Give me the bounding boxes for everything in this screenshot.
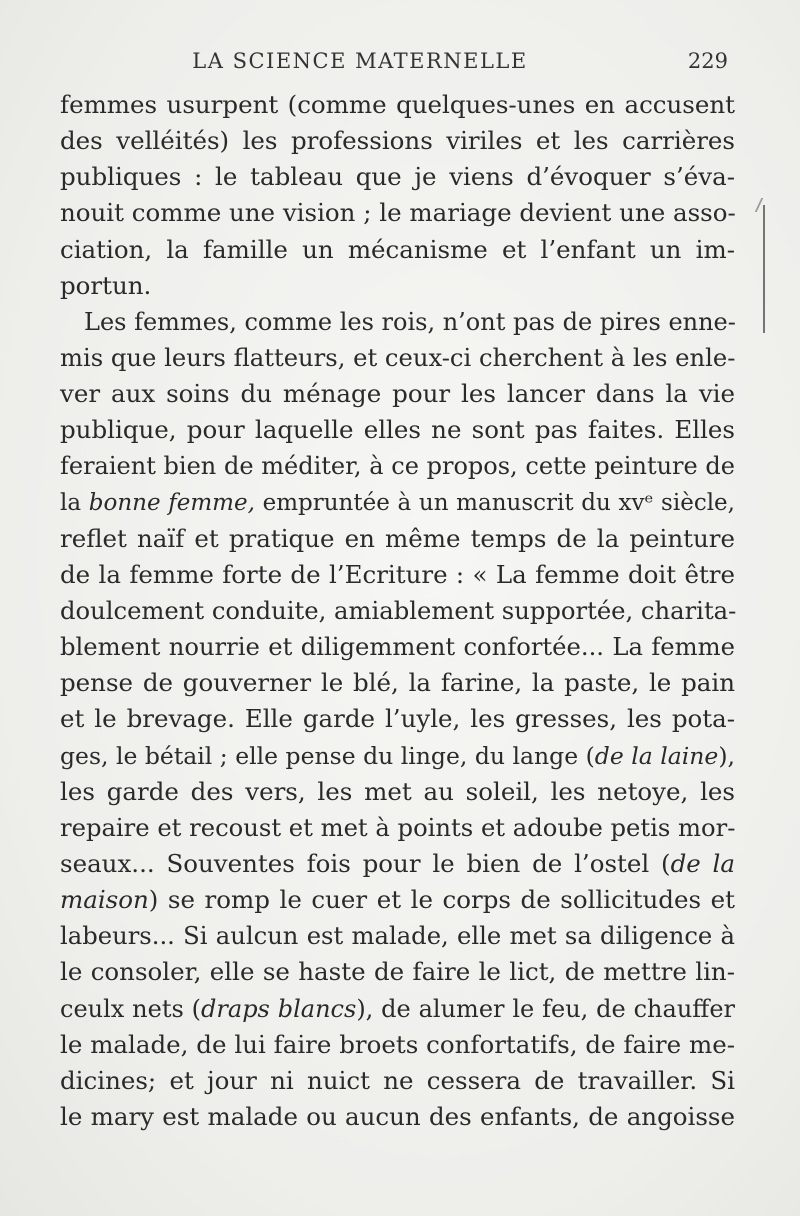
- running-title: LA SCIENCE MATERNELLE: [192, 49, 528, 73]
- text-line: Les femmes, comme les rois, n’ont pas de pires enne-: [84, 307, 736, 336]
- text-line: des velléités) les professions viriles et les carrières: [60, 126, 735, 156]
- text-line: les garde des vers, les met au soleil, les netoye, les: [60, 776, 735, 806]
- running-head: [60, 46, 740, 76]
- italic-phrase: maison: [60, 885, 149, 915]
- italic-phrase: draps blancs: [201, 994, 357, 1023]
- margin-pencil-line: [763, 205, 765, 333]
- text-line: publique, pour laquelle elles ne sont pas faites. Elles: [60, 415, 735, 445]
- text-line: portun.: [60, 270, 152, 300]
- text-line: pense de gouverner le blé, la farine, la paste, le pain: [60, 668, 735, 698]
- text-line: femmes usurpent (comme quelques-unes en accusent: [60, 90, 735, 119]
- text-line: ges, le bétail ; elle pense du linge, du lange (de la laine),: [60, 741, 735, 770]
- text-line: publiques : le tableau que je viens d’évoquer s’éva-: [60, 162, 735, 192]
- text-line: reflet naïf et pratique en même temps de la peinture: [60, 523, 735, 553]
- text-line: le mary est malade ou aucun des enfants, de angoisse: [60, 1101, 735, 1131]
- text-line: doulcement conduite, amiablement supportée, charita-: [60, 595, 737, 625]
- text-line: la bonne femme, empruntée à un manuscrit du xvᵉ siècle,: [60, 489, 735, 516]
- text-line: seaux... Souventes fois pour le bien de l’ostel (de la: [60, 848, 735, 878]
- text-line: feraient bien de méditer, à ce propos, cette peinture de: [60, 452, 735, 481]
- text-line: mis que leurs flatteurs, et ceux-ci cherchent à les enle-: [60, 342, 736, 372]
- text-line: ciation, la famille un mécanisme et l’enfant un im-: [60, 234, 735, 264]
- text-line: le consoler, elle se haste de faire le lict, de mettre lin-: [60, 957, 735, 987]
- body-text: [60, 87, 735, 1135]
- italic-phrase: de la laine: [594, 741, 719, 770]
- text-line: de la femme forte de l’Ecriture : « La femme doit être: [60, 559, 735, 589]
- text-line: nouit comme une vision ; le mariage devient une asso-: [60, 198, 736, 228]
- text-line: maison) se romp le cuer et le corps de sollicitudes et: [60, 885, 735, 915]
- text-line: labeurs... Si aulcun est malade, elle met sa diligence à: [60, 921, 735, 951]
- text-line: et le brevage. Elle garde l’uyle, les gresses, les pota-: [60, 704, 735, 734]
- text-line: ver aux soins du ménage pour les lancer dans la vie: [60, 379, 735, 409]
- text-line: ceulx nets (draps blancs), de alumer le feu, de chauffer: [60, 994, 735, 1023]
- italic-phrase: bonne femme,: [88, 489, 255, 516]
- text-line: le malade, de lui faire broets confortatifs, de faire me-: [60, 1029, 735, 1059]
- text-line: blement nourrie et diligemment confortée... La femme: [60, 632, 735, 662]
- text-line: repaire et recoust et met à points et adoube petis mor-: [60, 812, 736, 842]
- italic-phrase: de la: [670, 848, 735, 878]
- page-number: 229: [687, 49, 728, 73]
- text-line: dicines; et jour ni nuict ne cessera de travailler. Si: [60, 1065, 735, 1095]
